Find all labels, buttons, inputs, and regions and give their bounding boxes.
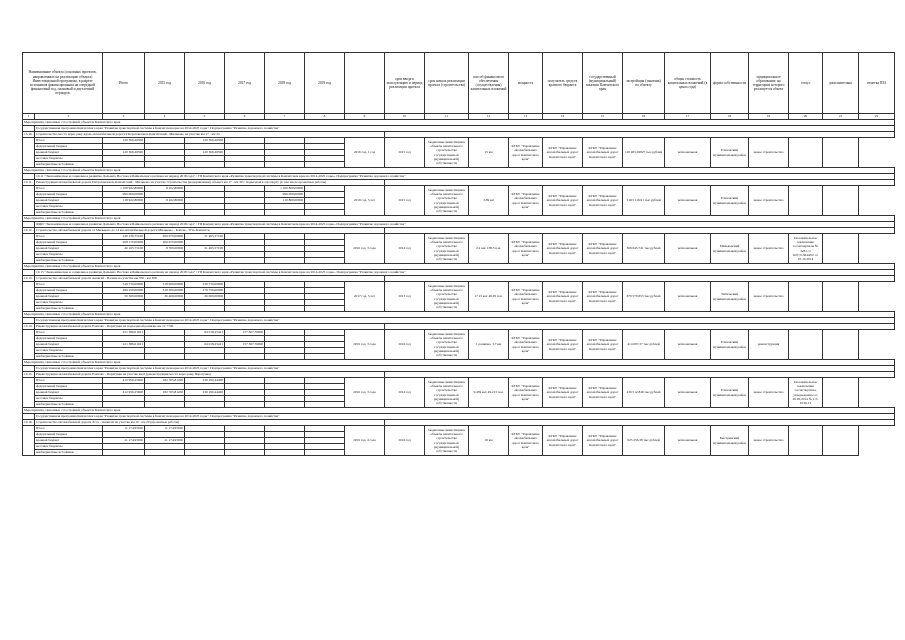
finance-value: 64 018,25421 (185, 342, 225, 348)
customer-cell: КГКУ "Управление автомобильных дорог Камчатского края" (543, 186, 583, 216)
finance-value: 64 018,25421 (185, 330, 225, 336)
header-2016: 2016 год (185, 53, 225, 114)
header-row (23, 53, 895, 114)
finance-value: 118 922,80000 (103, 198, 145, 204)
finance-spacer (23, 330, 35, 360)
pzz-cell (823, 378, 859, 408)
builder-cell: КГКУ "Управление автомобильных дорог Камчатского края" (583, 378, 623, 408)
finance-value: 206 070,00000 (145, 240, 185, 246)
object-id: 10.11. (23, 180, 35, 186)
finance-label: местные бюджеты (35, 396, 103, 402)
municipality-cell: Елизовский муниципальный район (711, 378, 749, 408)
power-cell: 10 км (469, 426, 509, 456)
program-title: 10.13 "Экономическое и социальное развитие Дальнего Востока и Байкальского региона на период 2018 года" / ГП Камчатского края «Развитие транспортной системы в Камчатском крае на 2014-2025 годы». Подпрограмма "Развитие дорожного хозяйства" (35, 270, 895, 276)
recipient-cell: КГКУ "Управление автомобильных дорог Камчатского края" (509, 378, 543, 408)
finance-value: 8 700,00000 (145, 246, 185, 252)
municipality-cell: Елизовский муниципальный район (711, 186, 749, 216)
status-cell: новое строительство (749, 378, 789, 408)
method-cell: бюджетные инвестиции в объекты капитального строительства государственной (муниципальной) собственности (425, 234, 469, 264)
col-num: 14 (543, 114, 583, 120)
finance-value: 240 236,75100 (103, 234, 145, 240)
period-cell: 2016 год, 3 года (345, 234, 385, 264)
finance-value: 11 174,95920 (103, 438, 145, 444)
col-num: 17 (665, 114, 711, 120)
finance-value: 412 956,25600 (103, 390, 145, 396)
section-heading: Мероприятия, связанные с постройкой объектов Камчатского края (23, 312, 895, 318)
finance-value: 990 000,00000 (265, 192, 305, 198)
extra-cell: Положительное заключение госэкспертизы № 3261-1/КГГЭ-3644/02 от 07.10.2014 (789, 234, 823, 264)
period-cell: 2019 год, 5 лет (345, 186, 385, 216)
status-cell: новое строительство (749, 138, 789, 168)
pzz-cell (823, 426, 859, 456)
finance-value: 11 174,95920 (145, 426, 185, 432)
col-num: 10 (385, 114, 425, 120)
object-name: Строительство автомобильной дороги Эссо - Анавгай на участке км 10 - км 20 (проектные работы) (35, 420, 385, 426)
ownership-cell: региональная (665, 330, 711, 360)
method-cell: бюджетные инвестиции в объекты капитального строительства государственной (муниципальной) собственности (425, 186, 469, 216)
finance-value: 230 190,44400 (185, 378, 225, 384)
finance-value: 8 102,80000 (145, 186, 185, 192)
customer-cell: КГКУ "Управление автомобильных дорог Камчатского края" (543, 234, 583, 264)
col-num: 7 (265, 114, 305, 120)
method-cell: бюджетные инвестиции в объекты капитального строительства государственной (муниципальной) собственности (425, 378, 469, 408)
period-cell: 2017 год, 5 лет (345, 282, 385, 312)
header-extra: дополнительно (823, 53, 859, 114)
header-2015: 2015 год (145, 53, 185, 114)
cost-cell: 3 403 116,91 тыс.рублей (623, 186, 665, 216)
col-num: 18 (711, 114, 749, 120)
recipient-cell: КГКУ "Управление автомобильных дорог Камчатского края" (509, 138, 543, 168)
finance-label: Итого (35, 138, 103, 144)
finance-value: 990 000,00000 (103, 192, 145, 198)
extra-cell (789, 426, 823, 456)
method-cell: бюджетные инвестиции в объекты капитального строительства государственной (муниципальной) собственности (425, 426, 469, 456)
finance-label: внебюджетные источники (35, 162, 103, 168)
cost-cell: 436 512,846 тыс.рублей (623, 378, 665, 408)
builder-cell: КГКУ "Управление автомобильных дорог Камчатского края" (583, 330, 623, 360)
col-num: 19 (749, 114, 789, 120)
power-cell: 17,15 км/ 49,05 п.м. (469, 282, 509, 312)
ownership-cell: региональная (665, 426, 711, 456)
finance-label: краевой бюджет (35, 246, 103, 252)
header-2019: 2019 год (305, 53, 345, 114)
extra-cell (789, 186, 823, 216)
finance-label: Итого (35, 282, 103, 288)
finance-spacer (23, 426, 35, 456)
finance-value: 31 465,57100 (185, 234, 225, 240)
finance-value: 221 386,01021 (103, 342, 145, 348)
col-num: 15 (583, 114, 623, 120)
header-mo: муниципальное образование, на территории которого реализуется объект (749, 53, 789, 114)
program-title: Государственная программа Камчатского края "Развитие транспортной системы в Камчатском крае на 2014-2025 годы". Подпрограмма "Развитие дорожного хозяйства" (35, 366, 895, 372)
period-cell: 2016 год, 3 года (345, 378, 385, 408)
finance-label: Итого (35, 186, 103, 192)
start-cell: 2016 год (385, 426, 425, 456)
municipality-cell: Тигильский муниципальный район (711, 282, 749, 312)
object-name: Строительство автомобильной дороги Анавгай - Палана на участке км 350 - км 368 (35, 276, 385, 282)
col-num: 8 (305, 114, 345, 120)
finance-spacer (23, 234, 35, 264)
col-num: 20 (789, 114, 823, 120)
start-cell: 2013 год (385, 282, 425, 312)
status-cell: новое строительство (749, 426, 789, 456)
finance-value: 120 306,26500 (185, 138, 225, 144)
finance-label: краевой бюджет (35, 438, 103, 444)
program-title: Государственная программа Камчатского края "Развитие транспортной системы в Камчатском крае на 2014-2025 годы". Подпрограмма "Развитие дорожного хозяйства" (35, 414, 895, 420)
finance-value: 221 386,01021 (103, 330, 145, 336)
section-heading: Мероприятия, связанные с постройкой объектов Камчатского края (23, 168, 895, 174)
recipient-cell: КГКУ "Управление автомобильных дорог Камчатского края" (509, 282, 543, 312)
finance-label: федеральный бюджет (35, 288, 103, 294)
document-page (22, 52, 887, 572)
finance-value: 182 765,81200 (145, 390, 185, 396)
finance-label: внебюджетные источники (35, 210, 103, 216)
finance-label: Итого (35, 378, 103, 384)
status-cell: новое строительство (749, 234, 789, 264)
col-num: 13 (509, 114, 543, 120)
col-num: 12 (469, 114, 509, 120)
header-pzz: отметка ПЗЗ (859, 53, 895, 114)
cost-cell: 414 097,37 тыс.рублей (623, 330, 665, 360)
header-blank (345, 53, 385, 114)
object-name: Реконструкция автомобильной дороги Елизово - Паратунка на участке км 6 (реконструкция моста через реку Паратунка) (35, 372, 385, 378)
ownership-cell: региональная (665, 186, 711, 216)
col-num: 11 (425, 114, 469, 120)
finance-value (185, 450, 225, 456)
finance-label: внебюджетные источники (35, 354, 103, 360)
status-cell: реконструкция (749, 330, 789, 360)
pzz-cell (823, 234, 859, 264)
pzz-cell (823, 186, 859, 216)
municipality-cell: Мильковский муниципальный район (711, 234, 749, 264)
finance-spacer (23, 138, 35, 168)
program-title: 10.11 "Экономическое и социальное развитие Дальнего Востока и Байкальского региона на период 2018 года" / ГП Камчатского края «Развитие транспортной системы в Камчатском крае на 2014-2025 годы». Подпрограмма "Развитие дорожного хозяйства" (35, 174, 895, 180)
object-id: 10.15. (23, 372, 35, 378)
start-cell: 2014 год (385, 378, 425, 408)
section-heading: Мероприятия, связанные с постройкой объектов Камчатского края (23, 216, 895, 222)
finance-spacer (23, 186, 35, 216)
extra-cell (789, 330, 823, 360)
pzz-cell (823, 330, 859, 360)
pzz-cell (823, 138, 859, 168)
start-cell: 2015 год (385, 186, 425, 216)
pzz-cell (823, 282, 859, 312)
finance-label: федеральный бюджет (35, 432, 103, 438)
ownership-cell: региональная (665, 378, 711, 408)
col-num: 16 (623, 114, 665, 120)
finance-label: краевой бюджет (35, 294, 103, 300)
builder-cell: КГКУ "Управление автомобильных дорог Камчатского края" (583, 426, 623, 456)
finance-label: местные бюджеты (35, 444, 103, 450)
finance-label: Итого (35, 234, 103, 240)
finance-value: 206 070,00000 (145, 234, 185, 240)
municipality-cell: Елизовский муниципальный район (711, 138, 749, 168)
header-start: срок начала реализации проекта (строительства) (425, 53, 469, 114)
object-id: 10.12. (23, 228, 35, 234)
start-cell: 2014 год (385, 234, 425, 264)
finance-label: местные бюджеты (35, 252, 103, 258)
customer-cell: КГКУ "Управление автомобильных дорог Камчатского края" (543, 330, 583, 360)
finance-value: 31 465,57100 (185, 246, 225, 252)
power-cell: 1 развязка, 3,7 км (469, 330, 509, 360)
period-cell: 2016 год, 1 год (345, 138, 385, 168)
customer-cell: КГКУ "Управление автомобильных дорог Камчатского края" (543, 378, 583, 408)
ownership-cell: региональная (665, 234, 711, 264)
finance-value: 11 174,95920 (103, 426, 145, 432)
col-num: 6 (225, 114, 265, 120)
finance-value: 182 765,81200 (145, 378, 185, 384)
finance-value: 230 190,44400 (185, 390, 225, 396)
builder-cell: КГКУ "Управление автомобильных дорог Камчатского края" (583, 234, 623, 264)
finance-value (265, 450, 305, 456)
finance-value: 120 306,26500 (103, 138, 145, 144)
finance-value: 549 730,00000 (103, 282, 145, 288)
finance-value: 230 730,00000 (185, 282, 225, 288)
builder-cell: КГКУ "Управление автомобильных дорог Камчатского края" (583, 186, 623, 216)
cost-cell: 625 256,38 тыс.рублей (623, 426, 665, 456)
power-cell: 0,439 км/ 49,213 п.м. (469, 378, 509, 408)
finance-value: 157 367,76000 (225, 342, 265, 348)
method-cell: бюджетные инвестиции в объекты капитального строительства государственной (муниципальной) собственности (425, 138, 469, 168)
finance-value (103, 450, 145, 456)
municipality-cell: Быстринский муниципальный район (711, 426, 749, 456)
finance-label: краевой бюджет (35, 342, 103, 348)
header-method: способ финансового обеспечения (осуществления) капитальных вложений (469, 53, 509, 114)
cost-cell: 306 645,741 тыс.рублей (623, 234, 665, 264)
finance-label: краевой бюджет (35, 198, 103, 204)
finance-value: 40 165,75100 (103, 246, 145, 252)
finance-label: внебюджетные источники (35, 402, 103, 408)
finance-label: местные бюджеты (35, 348, 103, 354)
finance-label: федеральный бюджет (35, 384, 103, 390)
recipient-cell: КГКУ "Управление автомобильных дорог Камчатского края" (509, 330, 543, 360)
finance-label: Итого (35, 330, 103, 336)
cost-cell: 679 570,653 тыс.рублей (623, 282, 665, 312)
finance-value: 318 500,00000 (145, 288, 185, 294)
finance-label: местные бюджеты (35, 300, 103, 306)
object-id: 10.16. (23, 420, 35, 426)
object-id: 10.14. (23, 324, 35, 330)
recipient-cell: КГКУ "Управление автомобильных дорог Камчатского края" (509, 234, 543, 264)
municipality-cell: Елизовский муниципальный район (711, 330, 749, 360)
finance-label: внебюджетные источники (35, 306, 103, 312)
col-num: 1 (23, 114, 35, 120)
start-cell: 2015 год (385, 138, 425, 168)
finance-value: 120 306,26500 (103, 150, 145, 156)
header-2018: 2018 год (265, 53, 305, 114)
finance-label: Итого (35, 426, 103, 432)
finance-value: 50 500,00000 (103, 294, 145, 300)
finance-spacer (23, 282, 35, 312)
col-num: 9 (345, 114, 385, 120)
customer-cell: КГКУ "Управление автомобильных дорог Камчатского края" (543, 282, 583, 312)
recipient-cell: КГКУ "Управление автомобильных дорог Камчатского края" (509, 426, 543, 456)
object-name: Строительство автомобильной дороги от Мильково до 14 км автомобильной дороги Мильково - Ключи - Усть-Камчатск (35, 228, 385, 234)
finance-label: федеральный бюджет (35, 144, 103, 150)
program-title: Государственная программа Камчатского края "Развитие транспортной системы в Камчатском крае на 2014-2025 годы". Подпрограмма "Развитие дорожного хозяйства" (35, 318, 895, 324)
finance-value: 30 400,00000 (145, 294, 185, 300)
power-cell: 2,2 км/ 138,5 п.м. (469, 234, 509, 264)
finance-value (145, 450, 185, 456)
finance-spacer (23, 378, 35, 408)
customer-cell: КГКУ "Управление автомобильных дорог Камчатского края" (543, 138, 583, 168)
finance-value: 110 800,00000 (265, 198, 305, 204)
finance-value: 208 170,00000 (103, 240, 145, 246)
header-builder: застройщик (заказчик) по объекту (623, 53, 665, 114)
extra-cell (789, 282, 823, 312)
col-num: 22 (859, 114, 895, 120)
col-num: 2 (35, 114, 103, 120)
builder-cell: КГКУ "Управление автомобильных дорог Камчатского края" (583, 138, 623, 168)
investment-table (22, 52, 895, 456)
col-num: 21 (823, 114, 859, 120)
customer-cell: КГКУ "Управление автомобильных дорог Камчатского края" (543, 426, 583, 456)
power-cell: 15 км (469, 138, 509, 168)
header-period: срок ввода в эксплуатацию и период реализации проекта (385, 53, 425, 114)
finance-value (225, 450, 265, 456)
extra-cell (789, 138, 823, 168)
ownership-cell: региональная (665, 138, 711, 168)
section-heading: Мероприятия, связанные с постройкой объектов Камчатского края (23, 120, 895, 126)
finance-value: 318 900,00000 (145, 282, 185, 288)
power-cell: 3,89 км (469, 186, 509, 216)
object-name: Реконструкция автомобильной дороги Петропавловск-Камчатский - Мильково на участке строительства (модернизации) объекта км 17 - км 30 с подъездом к аэропорту (в том числе проектные работы) (35, 180, 385, 186)
object-id: 13.10. (23, 132, 35, 138)
builder-cell: КГКУ "Управление автомобильных дорог Камчатского края" (583, 282, 623, 312)
method-cell: бюджетные инвестиции в объекты капитального строительства государственной (муниципальной) собственности (425, 330, 469, 360)
header-status: статус (789, 53, 823, 114)
finance-value (305, 450, 345, 456)
finance-value: 120 306,26500 (185, 150, 225, 156)
period-cell: 2019 год, 4 года (345, 426, 385, 456)
finance-label: внебюджетные источники (35, 450, 103, 456)
header-customer: государственный (муниципальный) заказчик Камчатского края (583, 53, 623, 114)
header-recipient: получатель средств краевого бюджета (543, 53, 583, 114)
finance-label: внебюджетные источники (35, 258, 103, 264)
finance-label: краевой бюджет (35, 150, 103, 156)
program-title: ФЦП "Экономическое и социальное развитие Дальнего Востока и Байкальского региона на период 2018 года" / ГП Камчатского края «Развитие транспортной системы в Камчатском крае на 2014-2025 годы». Подпрограмма "Развитие дорожного хозяйства" (35, 222, 895, 228)
finance-value: 412 956,25600 (103, 378, 145, 384)
header-cost: общая стоимость капитальных вложений (в ценах года) (665, 53, 711, 114)
col-num: 3 (103, 114, 145, 120)
col-num: 5 (185, 114, 225, 120)
recipient-cell: КГКУ "Управление автомобильных дорог Камчатского края" (509, 186, 543, 216)
header-name: Наименование объекта (основных проектов, направленных на реализацию объекта) Инвестиционной программы, в разрезе источников финансирования на очередной финансовый год, плановый и двухлетний периодов (23, 53, 103, 114)
finance-value: 20 000,00000 (185, 294, 225, 300)
finance-label: федеральный бюджет (35, 192, 103, 198)
section-heading: Мероприятия, связанные с постройкой объектов Камчатского края (23, 360, 895, 366)
finance-label: местные бюджеты (35, 156, 103, 162)
method-cell: бюджетные инвестиции в объекты капитального строительства государственной (муниципальной) собственности (425, 282, 469, 312)
finance-label: федеральный бюджет (35, 336, 103, 342)
finance-value: 157 367,76000 (225, 330, 265, 336)
finance-label: федеральный бюджет (35, 240, 103, 246)
status-cell: новое строительство (749, 186, 789, 216)
finance-value: 499 250,00000 (103, 288, 145, 294)
status-cell: новое строительство (749, 282, 789, 312)
period-cell: 2019 год, 3 года (345, 330, 385, 360)
object-id: 10.13. (23, 276, 35, 282)
finance-value: 1 100 800,00000 (265, 186, 305, 192)
sections-body (23, 120, 895, 456)
section-heading: Мероприятия, связанные с постройкой объектов Камчатского края (23, 408, 895, 414)
header-ownership: форма собственности (711, 53, 749, 114)
finance-value: 1 108 922,80000 (103, 186, 145, 192)
header-total: Итого (103, 53, 145, 114)
ownership-cell: региональная (665, 282, 711, 312)
finance-value: 176 750,00000 (185, 288, 225, 294)
cost-cell: 120 405,02827 тыс.рублей (623, 138, 665, 168)
start-cell: 2016 год (385, 330, 425, 360)
header-2017: 2017 год (225, 53, 265, 114)
finance-label: местные бюджеты (35, 204, 103, 210)
finance-value: 11 174,95920 (145, 438, 185, 444)
program-title: Государственная программа Камчатского края "Развитие транспортной системы в Камчатском крае на 2014-2025 годы". Подпрограмма "Развитие дорожного хозяйства" (35, 126, 895, 132)
col-num: 4 (145, 114, 185, 120)
header-power: мощность (509, 53, 543, 114)
finance-label: краевой бюджет (35, 390, 103, 396)
extra-cell: Положительное заключение госэкспертизы, утвержденное от 20.05.2014 № 1-5-0136-13 (789, 378, 823, 408)
finance-value: 8 102,80000 (145, 198, 185, 204)
object-name: Реконструкция автомобильной дороги Елизово - Паратунка на подъездной развязке км 12 +700 (35, 324, 385, 330)
object-name: Строительство моста через реку вдоль автомобильной дороги Петропавловск-Камчатский - Мильково на участке км 17 - км 24 (35, 132, 385, 138)
section-heading: Мероприятия, связанные с постройкой объектов Камчатского края (23, 264, 895, 270)
